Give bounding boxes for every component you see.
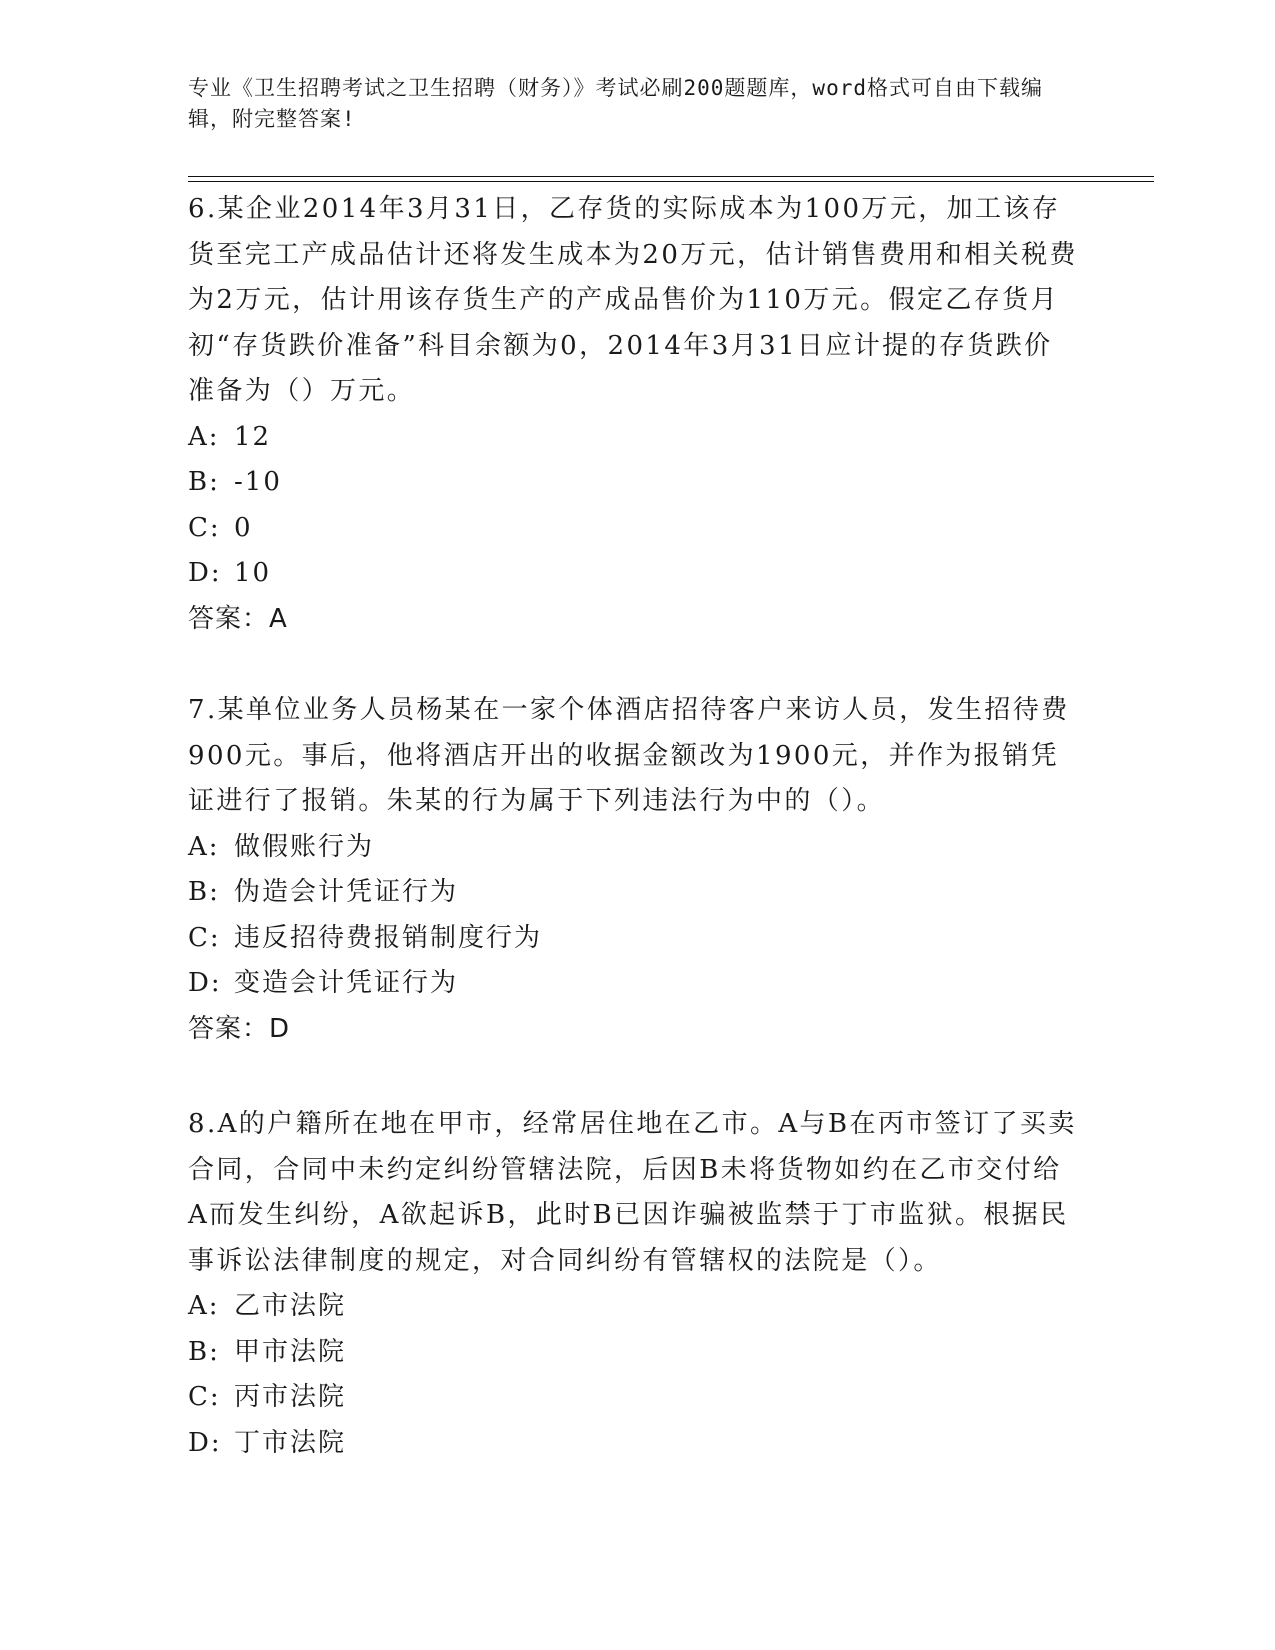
answer: 答案：A <box>188 603 288 634</box>
question-7 <box>188 688 1078 1052</box>
option-text: 10 <box>234 558 272 588</box>
option-a <box>188 1284 1078 1330</box>
option-text: 丁市法院 <box>234 1427 347 1458</box>
option-b <box>188 460 1078 506</box>
option-label: A: <box>188 421 220 452</box>
question-6 <box>188 187 1078 642</box>
option-label: B: <box>188 1336 220 1367</box>
option-d <box>188 1421 1078 1467</box>
option-a <box>188 825 1078 871</box>
answer: 答案：D <box>188 1013 291 1044</box>
option-text: 12 <box>234 421 272 452</box>
option-text: 变造会计凭证行为 <box>234 968 459 998</box>
header-divider-top <box>188 176 1154 177</box>
option-label: B: <box>188 877 220 907</box>
option-label: A: <box>188 1291 220 1321</box>
option-c <box>188 916 1078 962</box>
option-label: C: <box>188 922 221 953</box>
option-text: 做假账行为 <box>234 831 375 862</box>
option-label: A: <box>188 831 220 862</box>
option-c <box>188 506 1078 552</box>
option-label: D: <box>188 968 222 998</box>
option-b <box>188 1330 1078 1376</box>
document-header: 专业《卫生招聘考试之卫生招聘（财务）》考试必刷200题题库，word格式可自由下载编辑，附完整答案! <box>188 76 1043 131</box>
header-divider-bottom <box>188 181 1154 182</box>
option-text: 甲市法院 <box>234 1336 347 1367</box>
option-label: D: <box>188 1427 222 1458</box>
question-8 <box>188 1102 1078 1466</box>
question-stem: 8.A的户籍所在地在甲市，经常居住地在乙市。A与B在丙市签订了买卖合同，合同中未约定纠纷管辖法院，后因B未将货物如约在乙市交付给A而发生纠纷，A欲起诉B，此时B已因诈骗被监禁于丁市监狱。根据民事诉讼法律制度的规定，对合同纠纷有管辖权的法院是（）。 <box>188 1109 1077 1276</box>
option-text: 丙市法院 <box>234 1382 347 1412</box>
option-d <box>188 551 1078 597</box>
option-b <box>188 870 1078 916</box>
option-text: 伪造会计凭证行为 <box>234 877 459 907</box>
option-c <box>188 1375 1078 1421</box>
question-stem: 6.某企业2014年3月31日，乙存货的实际成本为100万元，加工该存货至完工产成品估计还将发生成本为20万元，估计销售费用和相关税费为2万元，估计用该存货生产的产成品售价为110万元。假定乙存货月初“存货跌价准备”科目余额为0，2014年3月31日应计提的存货跌价准备为（）万元。 <box>188 194 1078 406</box>
option-text: -10 <box>234 467 282 497</box>
question-stem: 7.某单位业务人员杨某在一家个体酒店招待客户来访人员，发生招待费900元。事后，他将酒店开出的收据金额改为1900元，并作为报销凭证进行了报销。朱某的行为属于下列违法行为中的（）。 <box>188 695 1070 816</box>
option-text: 违反招待费报销制度行为 <box>234 922 543 953</box>
option-text: 乙市法院 <box>234 1291 347 1321</box>
option-label: C: <box>188 512 221 543</box>
option-label: C: <box>188 1382 221 1412</box>
option-label: D: <box>188 558 222 588</box>
option-d <box>188 961 1078 1007</box>
option-a <box>188 415 1078 461</box>
option-text: 0 <box>234 512 253 543</box>
option-label: B: <box>188 467 220 497</box>
